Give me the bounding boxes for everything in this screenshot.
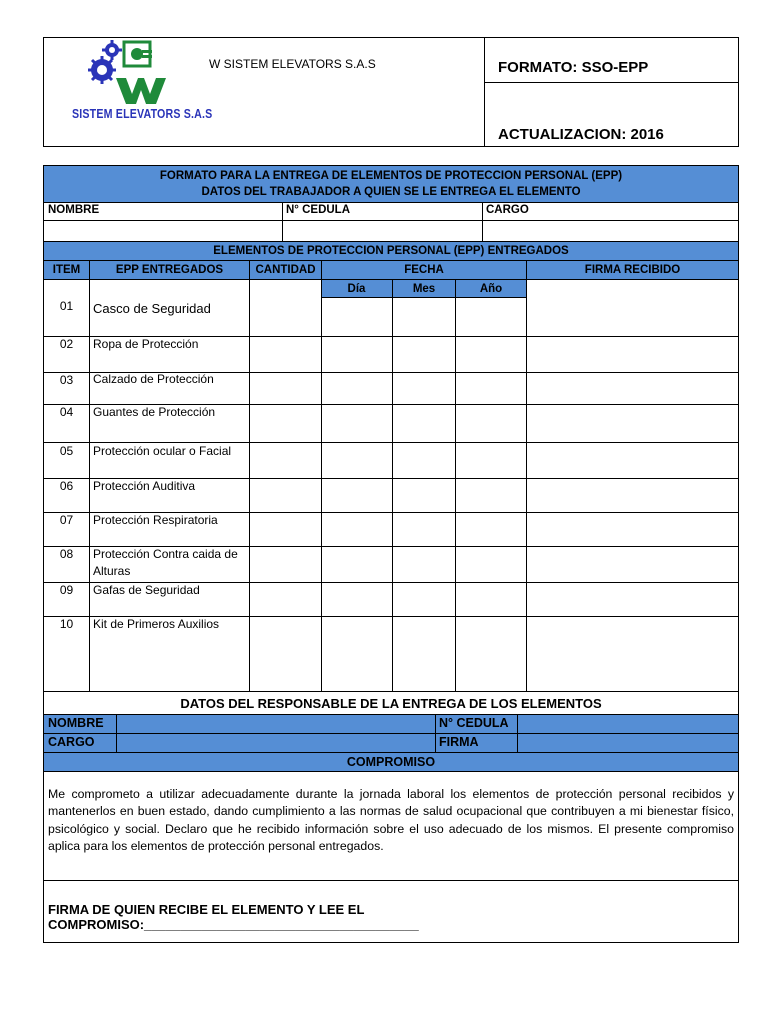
- item-name: Protección Respiratoria: [93, 513, 218, 527]
- item-name: Protección Contra caida de Alturas: [93, 547, 238, 578]
- form-title-line2: DATOS DEL TRABAJADOR A QUIEN SE LE ENTREGA EL ELEMENTO: [201, 186, 581, 198]
- company-logo-icon: [82, 40, 167, 104]
- document-header: [43, 37, 739, 147]
- grid-vline: [321, 280, 322, 691]
- item-number: 09: [59, 583, 74, 597]
- responsible-id-field[interactable]: [517, 715, 738, 733]
- responsible-section-title: DATOS DEL RESPONSABLE DE LA ENTREGA DE LOS ELEMENTOS: [44, 692, 738, 715]
- item-name: Protección ocular o Facial: [93, 444, 232, 458]
- responsible-row-name: [44, 715, 738, 734]
- item-number: 01: [59, 299, 74, 313]
- worker-role-cell: [482, 203, 738, 220]
- column-date: FECHA: [321, 261, 526, 279]
- item-name: Casco de Seguridad: [93, 301, 211, 316]
- form-title-line1: FORMATO PARA LA ENTREGA DE ELEMENTOS DE PROTECCION PERSONAL (EPP): [159, 170, 623, 182]
- grid-vline: [455, 280, 456, 691]
- update-year: ACTUALIZACION: 2016: [498, 126, 664, 143]
- item-name: Ropa de Protección: [93, 337, 199, 351]
- column-item: ITEM: [52, 264, 81, 276]
- worker-role-field[interactable]: [482, 221, 738, 241]
- responsible-role-label: CARGO: [48, 735, 95, 749]
- item-number: 05: [59, 444, 74, 458]
- responsible-role-field[interactable]: [116, 734, 435, 752]
- worker-values-row: [44, 221, 738, 242]
- epp-section-title: ELEMENTOS DE PROTECCION PERSONAL (EPP) ENTREGADOS: [44, 242, 738, 261]
- epp-delivery-form: [43, 165, 739, 943]
- column-day: Día: [321, 280, 392, 298]
- commitment-text: Me comprometo a utilizar adecuadamente durante la jornada laboral los elementos de protección personal recibidos y mantenerlos en buen estado, dando cumplimiento a las normas de salud ocupacional que contribuyen a mi bienestar físico, psicológico y social. Declaro que he recibido información sobre el uso adecuado de los mismos. El presente compromiso aplica para los elementos de protección personal entregados.: [48, 787, 734, 853]
- item-number: 07: [59, 513, 74, 527]
- worker-id-cell: [282, 203, 482, 220]
- worker-role-label: CARGO: [486, 204, 529, 216]
- responsible-sign-label: FIRMA: [439, 735, 479, 749]
- item-name: Calzado de Protección: [93, 372, 214, 386]
- worker-id-field[interactable]: [282, 221, 482, 241]
- responsible-name-field[interactable]: [116, 715, 435, 733]
- item-name: Protección Auditiva: [93, 479, 196, 493]
- responsible-row-role: [44, 734, 738, 753]
- column-signature: FIRMA RECIBIDO: [526, 261, 738, 279]
- item-number: 04: [59, 405, 74, 419]
- worker-id-label: N° CEDULA: [286, 204, 351, 216]
- item-number: 06: [59, 479, 74, 493]
- grid-vline: [526, 280, 527, 691]
- responsible-sign-field[interactable]: [517, 734, 738, 752]
- grid-vline: [249, 280, 250, 691]
- item-name: Gafas de Seguridad: [93, 583, 200, 597]
- item-number: 03: [59, 373, 74, 387]
- receiver-signature-line[interactable]: FIRMA DE QUIEN RECIBE EL ELEMENTO Y LEE EL COMPROMISO:______________________________________: [48, 902, 419, 932]
- column-epp: EPP ENTREGADOS: [89, 261, 249, 279]
- epp-items-table: [44, 280, 738, 692]
- responsible-sign-cell: [435, 734, 517, 752]
- responsible-id-cell: [435, 715, 517, 733]
- worker-name-field[interactable]: [44, 221, 282, 241]
- update-cell: [485, 83, 739, 146]
- worker-labels-row: [44, 203, 738, 221]
- item-name: Kit de Primeros Auxilios: [93, 617, 220, 631]
- worker-name-label: NOMBRE: [48, 204, 100, 216]
- item-number: 10: [59, 617, 74, 631]
- column-year: Año: [455, 280, 526, 298]
- responsible-id-label: N° CEDULA: [439, 716, 509, 730]
- logo-text: SISTEM ELEVATORS S.A.S: [72, 106, 213, 121]
- header-logo-cell: [44, 38, 484, 146]
- receiver-signature-row: [44, 881, 738, 942]
- epp-column-headers: [44, 261, 738, 280]
- grid-vline: [89, 280, 90, 691]
- grid-vline: [392, 280, 393, 691]
- responsible-name-label: NOMBRE: [48, 716, 104, 730]
- column-quantity: CANTIDAD: [249, 261, 321, 279]
- format-cell: [485, 38, 739, 83]
- form-title: [44, 166, 738, 203]
- item-name: Guantes de Protección: [93, 405, 216, 419]
- commitment-body: [44, 772, 738, 881]
- format-code: FORMATO: SSO-EPP: [498, 59, 649, 76]
- header-info-cell: [484, 38, 738, 146]
- company-name: W SISTEM ELEVATORS S.A.S: [209, 57, 376, 71]
- item-number: 02: [59, 337, 74, 351]
- column-month: Mes: [392, 280, 455, 298]
- item-number: 08: [59, 547, 74, 561]
- commitment-title: COMPROMISO: [44, 753, 738, 772]
